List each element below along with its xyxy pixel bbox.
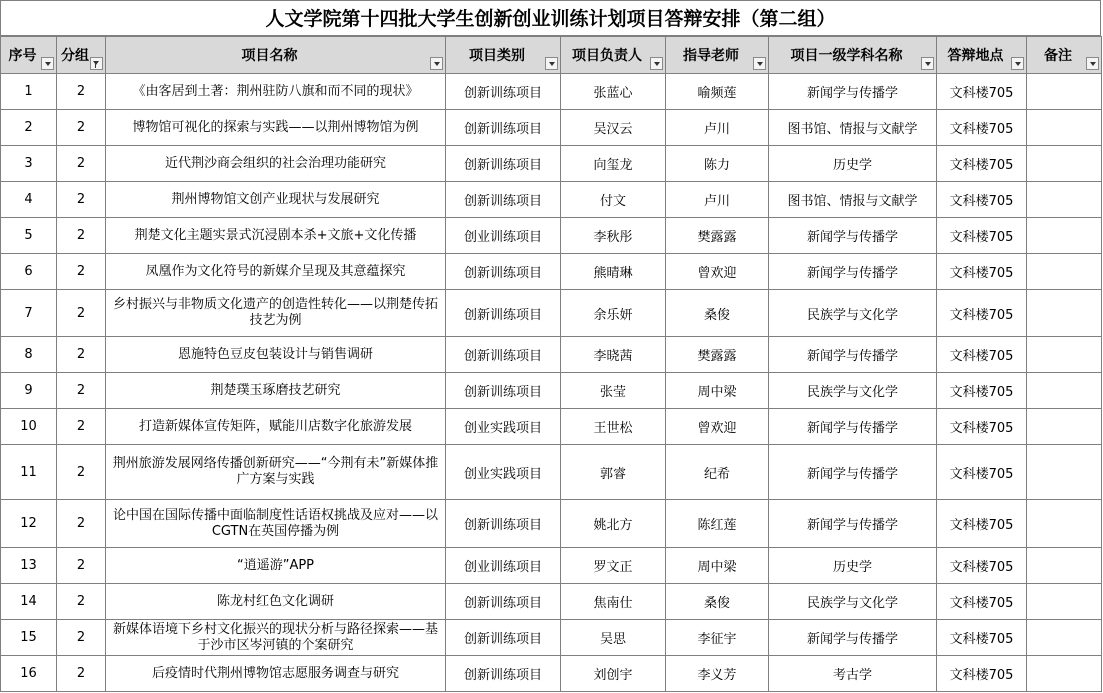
cell-group[interactable]: 2 [57,500,106,548]
cell-leader[interactable]: 姚北方 [561,500,666,548]
cell-name-text: 乡村振兴与非物质文化遗产的创造性转化——以荆楚传拓技艺为例 [112,297,438,328]
cell-leader[interactable]: 郭睿 [561,445,666,500]
dropdown-arrow-icon[interactable] [753,57,766,70]
cell-note[interactable] [1027,182,1102,218]
cell-discipline[interactable]: 新闻学与传播学 [769,337,937,373]
cell-discipline[interactable]: 民族学与文化学 [769,584,937,620]
cell-advisor[interactable]: 桑俊 [666,584,769,620]
cell-name[interactable] [106,584,446,620]
header-seq-label: 序号 [8,48,37,64]
cell-note[interactable] [1027,290,1102,337]
cell-group[interactable]: 2 [57,656,106,692]
cell-discipline[interactable]: 民族学与文化学 [769,373,937,409]
dropdown-arrow-icon[interactable] [921,57,934,70]
cell-leader[interactable]: 张蓝心 [561,74,666,110]
cell-location[interactable]: 文科楼705 [937,74,1027,110]
cell-category[interactable]: 创业训练项目 [446,548,561,584]
cell-location[interactable]: 文科楼705 [937,548,1027,584]
cell-category[interactable]: 创新训练项目 [446,500,561,548]
cell-name-text: 陈龙村红色文化调研 [216,593,334,609]
cell-note[interactable] [1027,656,1102,692]
cell-note[interactable] [1027,146,1102,182]
header-leader[interactable] [561,37,666,74]
cell-seq[interactable]: 3 [1,146,57,182]
table-row [1,373,1102,409]
dropdown-arrow-icon[interactable] [650,57,663,70]
cell-leader[interactable]: 吴思 [561,620,666,656]
cell-group[interactable]: 2 [57,146,106,182]
cell-name[interactable] [106,337,446,373]
cell-group[interactable]: 2 [57,337,106,373]
cell-seq[interactable]: 2 [1,110,57,146]
cell-seq[interactable]: 7 [1,290,57,337]
cell-name-text: “逍遥游”APP [236,557,315,573]
cell-location[interactable]: 文科楼705 [937,584,1027,620]
cell-advisor[interactable]: 陈力 [666,146,769,182]
cell-seq[interactable]: 15 [1,620,57,656]
cell-name[interactable] [106,373,446,409]
cell-group[interactable]: 2 [57,110,106,146]
cell-leader[interactable]: 向玺龙 [561,146,666,182]
cell-name[interactable] [106,409,446,445]
cell-seq[interactable]: 5 [1,218,57,254]
cell-seq[interactable]: 14 [1,584,57,620]
header-advisor[interactable] [666,37,769,74]
cell-category[interactable]: 创新训练项目 [446,656,561,692]
cell-leader[interactable]: 焦南仕 [561,584,666,620]
cell-name-text: 荆楚璞玉琢磨技艺研究 [210,382,341,398]
cell-name[interactable] [106,548,446,584]
cell-advisor[interactable]: 纪希 [666,445,769,500]
cell-note[interactable] [1027,218,1102,254]
cell-leader[interactable]: 李秋彤 [561,218,666,254]
cell-leader[interactable]: 刘创宇 [561,656,666,692]
cell-note[interactable] [1027,445,1102,500]
cell-note[interactable] [1027,74,1102,110]
header-group-label: 分组 [61,48,89,64]
cell-note[interactable] [1027,373,1102,409]
cell-location[interactable]: 文科楼705 [937,445,1027,500]
cell-category[interactable]: 创新训练项目 [446,373,561,409]
cell-category[interactable]: 创新训练项目 [446,290,561,337]
cell-category[interactable]: 创业训练项目 [446,218,561,254]
header-seq[interactable] [1,37,57,74]
cell-location[interactable]: 文科楼705 [937,182,1027,218]
cell-seq[interactable]: 6 [1,254,57,290]
cell-location[interactable]: 文科楼705 [937,409,1027,445]
cell-location[interactable]: 文科楼705 [937,337,1027,373]
cell-seq[interactable]: 13 [1,548,57,584]
header-leader-label: 项目负责人 [572,48,642,64]
cell-location[interactable]: 文科楼705 [937,373,1027,409]
header-location[interactable] [937,37,1027,74]
cell-name-text: 凤凰作为文化符号的新媒介呈现及其意蕴探究 [145,263,406,279]
cell-name-text: 打造新媒体宣传矩阵，赋能川店数字化旅游发展 [138,418,412,434]
cell-discipline[interactable]: 新闻学与传播学 [769,409,937,445]
cell-advisor[interactable]: 喻频莲 [666,74,769,110]
cell-leader[interactable]: 李晓茜 [561,337,666,373]
table-row [1,254,1102,290]
cell-group[interactable]: 2 [57,254,106,290]
cell-location[interactable]: 文科楼705 [937,146,1027,182]
cell-name[interactable] [106,445,446,500]
cell-discipline[interactable]: 新闻学与传播学 [769,500,937,548]
cell-seq[interactable]: 4 [1,182,57,218]
cell-group[interactable]: 2 [57,584,106,620]
table-row [1,290,1102,337]
cell-seq[interactable]: 10 [1,409,57,445]
cell-name[interactable] [106,146,446,182]
cell-location[interactable]: 文科楼705 [937,656,1027,692]
cell-name[interactable] [106,620,446,656]
cell-note[interactable] [1027,584,1102,620]
cell-group[interactable]: 2 [57,620,106,656]
table-row [1,548,1102,584]
cell-discipline[interactable]: 图书馆、情报与文献学 [769,182,937,218]
dropdown-arrow-icon[interactable] [1011,57,1024,70]
cell-advisor[interactable]: 桑俊 [666,290,769,337]
dropdown-arrow-icon[interactable] [1086,57,1099,70]
cell-seq[interactable]: 16 [1,656,57,692]
header-category[interactable] [446,37,561,74]
cell-name-text: 近代荆沙商会组织的社会治理功能研究 [164,155,386,171]
cell-advisor[interactable]: 樊露露 [666,218,769,254]
cell-discipline[interactable]: 新闻学与传播学 [769,445,937,500]
cell-name[interactable] [106,74,446,110]
cell-discipline[interactable]: 新闻学与传播学 [769,218,937,254]
cell-leader[interactable]: 王世松 [561,409,666,445]
cell-group[interactable]: 2 [57,218,106,254]
cell-name[interactable] [106,110,446,146]
header-discipline[interactable] [769,37,937,74]
cell-discipline[interactable]: 图书馆、情报与文献学 [769,110,937,146]
table-row [1,218,1102,254]
header-location-label: 答辩地点 [947,48,1004,64]
cell-advisor[interactable]: 周中梁 [666,548,769,584]
cell-discipline[interactable]: 历史学 [769,548,937,584]
cell-location[interactable]: 文科楼705 [937,620,1027,656]
cell-note[interactable] [1027,500,1102,548]
cell-name-text: 论中国在国际传播中面临制度性话语权挑战及应对——以CGTN在英国停播为例 [112,507,438,539]
cell-group[interactable]: 2 [57,445,106,500]
cell-advisor[interactable]: 曾欢迎 [666,254,769,290]
cell-discipline[interactable]: 新闻学与传播学 [769,74,937,110]
table-row [1,110,1102,146]
filter-icon[interactable] [90,57,103,70]
cell-note[interactable] [1027,409,1102,445]
cell-name[interactable] [106,500,446,548]
header-group[interactable] [57,37,106,74]
dropdown-arrow-icon[interactable] [41,57,54,70]
cell-name[interactable] [106,290,446,337]
cell-leader[interactable]: 吴汉云 [561,110,666,146]
cell-advisor[interactable]: 卢川 [666,182,769,218]
cell-discipline[interactable]: 考古学 [769,656,937,692]
cell-location[interactable]: 文科楼705 [937,218,1027,254]
cell-category[interactable]: 创新训练项目 [446,620,561,656]
header-row [1,37,1102,74]
sheet-title: 人文学院第十四批大学生创新创业训练计划项目答辩安排（第二组） [0,0,1101,36]
header-note-label: 备注 [1044,48,1072,64]
cell-category[interactable]: 创业实践项目 [446,445,561,500]
cell-category[interactable]: 创新训练项目 [446,254,561,290]
cell-advisor[interactable]: 周中梁 [666,373,769,409]
cell-discipline[interactable]: 历史学 [769,146,937,182]
header-advisor-label: 指导老师 [683,48,739,64]
cell-group[interactable]: 2 [57,548,106,584]
cell-name-text: 后疫情时代荆州博物馆志愿服务调查与研究 [151,665,399,681]
cell-group[interactable]: 2 [57,74,106,110]
table-row [1,74,1102,110]
table-row [1,584,1102,620]
cell-category[interactable]: 创新训练项目 [446,74,561,110]
cell-advisor[interactable]: 卢川 [666,110,769,146]
cell-name-text: 恩施特色豆皮包装设计与销售调研 [177,346,373,362]
table-row [1,620,1102,656]
cell-name[interactable] [106,254,446,290]
cell-name-text: 荆州旅游发展网络传播创新研究——“今荆有未”新媒体推广方案与实践 [112,456,439,487]
cell-advisor[interactable]: 曾欢迎 [666,409,769,445]
table-row [1,656,1102,692]
cell-name-text: 荆楚文化主题实景式沉浸剧本杀+文旅+文化传播 [134,227,417,243]
cell-category[interactable]: 创新训练项目 [446,110,561,146]
table-row [1,445,1102,500]
cell-advisor[interactable]: 樊露露 [666,337,769,373]
cell-name-text: 荆州博物馆文创产业现状与发展研究 [171,191,380,207]
cell-seq[interactable]: 1 [1,74,57,110]
cell-name[interactable] [106,182,446,218]
cell-leader[interactable]: 张莹 [561,373,666,409]
cell-category[interactable]: 创新训练项目 [446,146,561,182]
cell-name[interactable] [106,218,446,254]
header-discipline-label: 项目一级学科名称 [790,48,903,64]
cell-category[interactable]: 创业实践项目 [446,409,561,445]
cell-note[interactable] [1027,254,1102,290]
cell-name[interactable] [106,656,446,692]
cell-leader[interactable]: 余乐妍 [561,290,666,337]
header-category-label: 项目类别 [469,48,525,64]
table-row [1,409,1102,445]
cell-group[interactable]: 2 [57,373,106,409]
cell-note[interactable] [1027,620,1102,656]
cell-location[interactable]: 文科楼705 [937,500,1027,548]
dropdown-arrow-icon[interactable] [430,57,443,70]
header-name-label: 项目名称 [241,48,298,64]
cell-name-text: 新媒体语境下乡村文化振兴的现状分析与路径探索——基于沙市区岑河镇的个案研究 [112,621,438,653]
cell-discipline[interactable]: 新闻学与传播学 [769,620,937,656]
cell-discipline[interactable]: 新闻学与传播学 [769,254,937,290]
cell-advisor[interactable]: 陈红莲 [666,500,769,548]
cell-category[interactable]: 创新训练项目 [446,337,561,373]
cell-group[interactable]: 2 [57,290,106,337]
cell-leader[interactable]: 熊晴琳 [561,254,666,290]
cell-advisor[interactable]: 李征宇 [666,620,769,656]
table-row [1,500,1102,548]
cell-location[interactable]: 文科楼705 [937,110,1027,146]
cell-seq[interactable]: 9 [1,373,57,409]
table-row [1,146,1102,182]
cell-leader[interactable]: 付文 [561,182,666,218]
cell-category[interactable]: 创新训练项目 [446,182,561,218]
table-row [1,337,1102,373]
schedule-table [0,36,1102,692]
cell-group[interactable]: 2 [57,182,106,218]
cell-location[interactable]: 文科楼705 [937,290,1027,337]
header-name[interactable] [106,37,446,74]
cell-advisor[interactable]: 李义芳 [666,656,769,692]
cell-group[interactable]: 2 [57,409,106,445]
cell-leader[interactable]: 罗文正 [561,548,666,584]
table-row [1,182,1102,218]
cell-seq[interactable]: 12 [1,500,57,548]
cell-note[interactable] [1027,337,1102,373]
cell-name-text: 《由客居到土著：荆州驻防八旗和而不同的现状》 [132,83,419,99]
cell-name-text: 博物馆可视化的探索与实践——以荆州博物馆为例 [132,119,419,135]
cell-location[interactable]: 文科楼705 [937,254,1027,290]
header-note[interactable] [1027,37,1102,74]
dropdown-arrow-icon[interactable] [545,57,558,70]
cell-seq[interactable]: 8 [1,337,57,373]
cell-note[interactable] [1027,548,1102,584]
cell-category[interactable]: 创新训练项目 [446,584,561,620]
cell-discipline[interactable]: 民族学与文化学 [769,290,937,337]
cell-seq[interactable]: 11 [1,445,57,500]
cell-note[interactable] [1027,110,1102,146]
